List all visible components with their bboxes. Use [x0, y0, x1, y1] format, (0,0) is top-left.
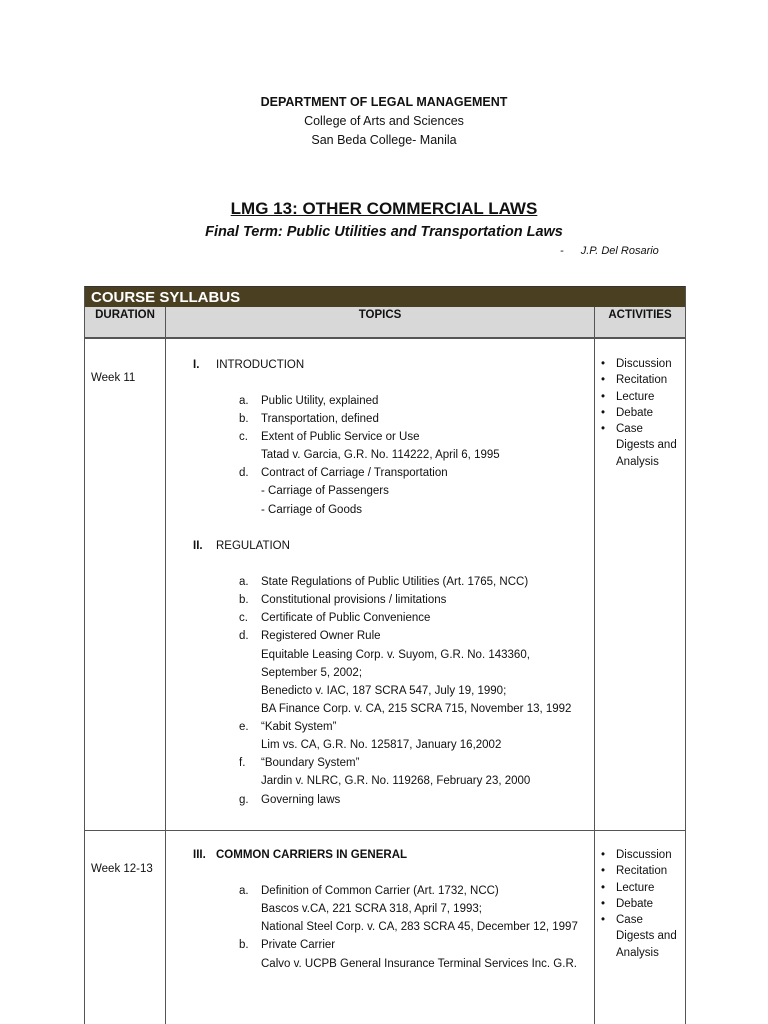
- topic-letter: a.: [239, 885, 249, 897]
- activity-item: • Lecture: [601, 390, 655, 403]
- case-citation: Tatad v. Garcia, G.R. No. 114222, April 6, 1995: [261, 449, 500, 461]
- topic-letter: f.: [239, 757, 246, 769]
- column-header-duration: DURATION: [85, 307, 165, 338]
- activity-item: • Case Digests and Analysis: [601, 423, 677, 468]
- section-title: COMMON CARRIERS IN GENERAL: [216, 849, 408, 861]
- topic-item: Public Utility, explained: [261, 395, 379, 407]
- topic-letter: b.: [239, 594, 249, 606]
- activities-list: [601, 356, 683, 470]
- row-divider: [85, 830, 685, 831]
- column-header-activities: ACTIVITIES: [595, 307, 685, 338]
- case-citation: Equitable Leasing Corp. v. Suyom, G.R. No. 143360,: [261, 649, 530, 661]
- author-line: [560, 245, 659, 257]
- article-ref: (Art. 1732, NCC): [413, 885, 499, 897]
- topic-letter: g.: [239, 794, 249, 806]
- course-subtitle: Final Term: Public Utilities and Transportation Laws: [205, 224, 563, 240]
- topic-letter: d.: [239, 630, 249, 642]
- topic-item: Constitutional provisions / limitations: [261, 594, 447, 606]
- column-divider: [165, 307, 166, 1024]
- activity-item: • Case Digests and Analysis: [601, 914, 677, 959]
- activities-list: [601, 847, 683, 961]
- activity-item: • Recitation: [601, 374, 668, 387]
- column-header-topics: TOPICS: [166, 307, 594, 338]
- section-number: II.: [193, 540, 203, 552]
- activity-item: • Discussion: [601, 849, 672, 861]
- sub-item: - Carriage of Goods: [261, 504, 362, 516]
- topic-item: Registered Owner Rule: [261, 630, 381, 642]
- topic-item: Certificate of Public Convenience: [261, 612, 431, 624]
- topic-item: Governing laws: [261, 794, 341, 806]
- case-citation: BA Finance Corp. v. CA, 215 SCRA 715, November 13, 1992: [261, 703, 572, 715]
- case-citation: Jardin v. NLRC, G.R. No. 119268, February 23, 2000: [261, 775, 531, 787]
- topic-item: “Boundary System”: [261, 757, 360, 769]
- topic-item: Extent of Public Service or Use: [261, 431, 420, 443]
- activity-item: • Lecture: [601, 881, 655, 894]
- topic-item: Contract of Carriage / Transportation: [261, 467, 448, 479]
- case-citation: National Steel Corp. v. CA, 283 SCRA 45, December 12, 1997: [261, 921, 578, 933]
- department-heading: DEPARTMENT OF LEGAL MANAGEMENT: [260, 95, 508, 109]
- syllabus-table: [84, 286, 686, 1024]
- topic-item: [261, 885, 499, 897]
- activity-item: • Recitation: [601, 865, 668, 878]
- section-title: INTRODUCTION: [216, 359, 305, 371]
- author-dash: -: [560, 245, 564, 257]
- case-citation: Calvo v. UCPB General Insurance Terminal Services Inc. G.R.: [261, 958, 577, 970]
- school-name: San Beda College- Manila: [311, 133, 457, 147]
- author-name: J.P. Del Rosario: [580, 245, 659, 257]
- college-name: College of Arts and Sciences: [304, 114, 464, 128]
- topic-letter: a.: [239, 576, 249, 588]
- case-citation: Bascos v.CA, 221 SCRA 318, April 7, 1993;: [261, 903, 482, 915]
- topic-item: “Kabit System”: [261, 721, 337, 733]
- topic-letter: b.: [239, 939, 249, 951]
- case-citation: September 5, 2002;: [261, 667, 363, 679]
- topic-item: [261, 576, 528, 588]
- topic-letter: b.: [239, 413, 249, 425]
- topic-item: Private Carrier: [261, 939, 336, 951]
- article-ref: (Art. 1765, NCC): [442, 576, 529, 588]
- topic-letter: c.: [239, 431, 248, 443]
- section-number: III.: [193, 849, 206, 861]
- topic-text: State Regulations of Public Utilities: [261, 576, 440, 588]
- row-divider: [85, 338, 685, 339]
- topic-letter: e.: [239, 721, 249, 733]
- syllabus-banner: COURSE SYLLABUS: [85, 286, 685, 307]
- duration-week-11: Week 11: [91, 372, 136, 384]
- column-divider: [594, 307, 595, 1024]
- activity-item: • Discussion: [601, 358, 672, 370]
- duration-week-12-13: Week 12-13: [91, 863, 153, 875]
- topic-item: Transportation, defined: [261, 413, 379, 425]
- topic-text: Definition of Common Carrier: [261, 885, 410, 897]
- topic-letter: a.: [239, 395, 249, 407]
- section-title: REGULATION: [216, 540, 290, 552]
- activity-item: • Debate: [601, 406, 654, 419]
- topic-letter: c.: [239, 612, 248, 624]
- case-citation: Lim vs. CA, G.R. No. 125817, January 16,2002: [261, 739, 502, 751]
- case-citation: Benedicto v. IAC, 187 SCRA 547, July 19, 1990;: [261, 685, 507, 697]
- sub-item: - Carriage of Passengers: [261, 485, 389, 497]
- activity-item: • Debate: [601, 897, 654, 910]
- topic-letter: d.: [239, 467, 249, 479]
- course-title: LMG 13: OTHER COMMERCIAL LAWS: [230, 199, 538, 218]
- section-number: I.: [193, 359, 200, 371]
